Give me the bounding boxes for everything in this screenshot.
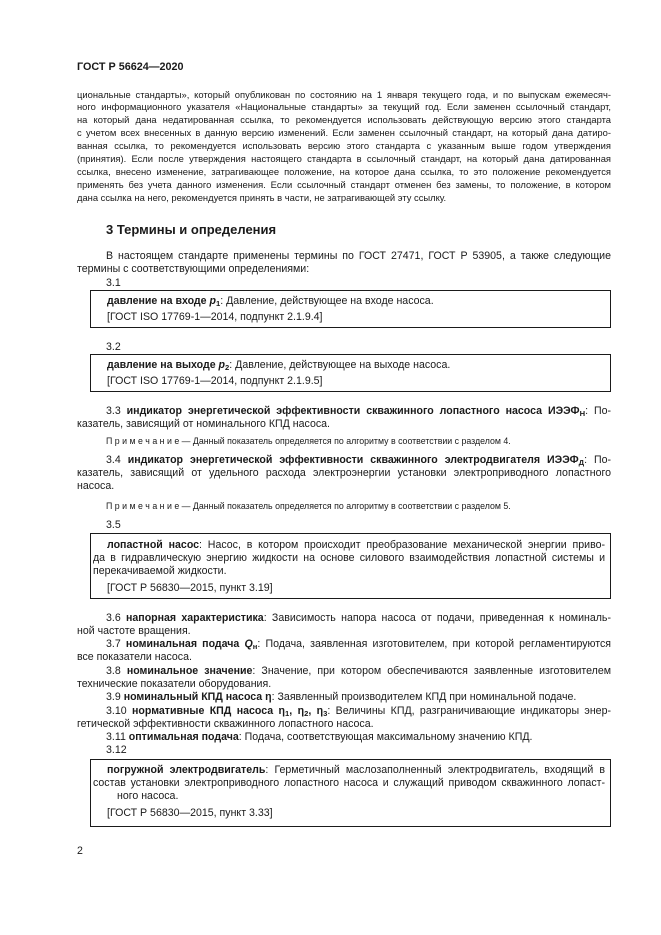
term-definition: : Заявленный производителем КПД при номинальной подаче. <box>271 691 577 704</box>
term-definition-line: ной частоте вращения. <box>77 624 191 637</box>
term-name: давление на входе <box>107 294 207 307</box>
term-definition-line <box>106 638 611 651</box>
section-intro-line: термины с соответствующими определениями: <box>77 262 310 275</box>
term-definition: : Давление, действующее на входе насоса. <box>220 294 434 307</box>
term-name: индикатор энергетической эффективности скважинного электродвигателя ИЭЭФ <box>127 453 579 466</box>
term-name: индикатор энергетической эффективности скважинного лопастного насоса ИЭЭФ <box>126 404 580 417</box>
term-subscript: Д <box>578 457 585 467</box>
term-symbol-group <box>210 295 221 307</box>
note-line <box>106 435 611 448</box>
term-symbol: η <box>265 691 272 704</box>
term-name-group <box>124 691 272 703</box>
term-definition-line: да в гидравлическую энергию жидкости на основе силового взаимодействия лопастной системы и <box>93 551 605 564</box>
term-definition-line <box>107 359 605 372</box>
term-symbol-subscript: 1 <box>285 708 290 718</box>
term-name-group <box>128 454 584 466</box>
term-definition: : Герметичный маслозаполненный электродвигатель, входящий в <box>265 763 605 776</box>
term-definition-line <box>106 612 611 625</box>
term-definition: : По- <box>584 453 612 466</box>
page-number: 2 <box>77 844 83 857</box>
term-number-3-2: 3.2 <box>106 340 121 353</box>
standard-designation: ГОСТ Р 56624—2020 <box>77 61 184 73</box>
term-definition: : По- <box>585 404 611 417</box>
intro-line: на который дана недатированная ссылка, то рекомендуется использовать действующую версию этого стандарта <box>77 114 611 126</box>
term-symbol-subscript: 3 <box>323 708 328 718</box>
intro-line: ного информационного указателя «Национальные стандарты» за текущий год. Если заменен ссылочный стандарт, <box>77 101 611 113</box>
term-number-3-12: 3.12 <box>106 744 127 757</box>
term-definition-line <box>106 731 611 744</box>
term-name-group <box>132 705 327 717</box>
term-source: [ГОСТ ISO 17769-1—2014, подпункт 2.1.9.5] <box>107 374 323 387</box>
term-name: оптимальная подача <box>128 731 239 744</box>
term-name: давление на выходе <box>107 358 216 371</box>
note-label: П р и м е ч а н и е <box>106 500 180 511</box>
term-definition-line: насоса. <box>77 480 115 493</box>
intro-line: применять без учета данного изменения. Если ссылочный стандарт отменен без замены, то положение, в котором <box>77 178 611 190</box>
term-symbol: Q <box>244 638 253 651</box>
term-number: 3.7 <box>106 638 121 651</box>
term-definition: : Величины КПД, разграничивающие индикаторы энер- <box>327 704 611 717</box>
term-definition-line: ного насоса. <box>117 790 179 803</box>
term-number-3-1: 3.1 <box>106 276 121 289</box>
intro-line: ванная ссылка, то рекомендуется использовать версию этого стандарта с указанным выше годом утверждения <box>77 140 611 152</box>
term-definition-line: все показатели насоса. <box>77 651 192 664</box>
term-symbol-subscript: н <box>252 642 258 652</box>
term-number: 3.8 <box>106 664 121 677</box>
term-name: напорная характеристика <box>126 611 264 624</box>
term-symbol-subscript: 2 <box>304 708 309 718</box>
term-definition-line: гетической эффективности скважинного лопастного насоса. <box>77 717 374 730</box>
term-name: номинальный КПД насоса <box>123 691 263 704</box>
term-definition: : Давление, действующее на выходе насоса. <box>229 358 451 371</box>
note-text: — Данный показатель определяется по алгоритму в соответствии с разделом 5. <box>181 500 511 511</box>
term-definition-line <box>107 539 605 552</box>
section-title: 3 Термины и определения <box>106 222 277 237</box>
term-definition-line <box>106 405 611 418</box>
term-source: [ГОСТ Р 56830—2015, пункт 3.19] <box>107 581 273 594</box>
term-symbol: η <box>316 704 324 717</box>
term-name-group <box>127 405 585 417</box>
note-line <box>106 500 611 513</box>
terms-3-6-to-3-11 <box>77 612 611 758</box>
term-number: 3.3 <box>106 404 121 417</box>
symbol-separator: , <box>308 704 312 717</box>
intro-line: циональные стандарты», который опубликован по состоянию на 1 января текущего года, и по выпускам ежемесяч- <box>77 88 611 100</box>
term-name: нормативные КПД насоса <box>132 704 274 717</box>
term-definition-line <box>106 454 611 467</box>
term-box-3-12 <box>90 759 611 827</box>
term-box-3-1 <box>90 290 611 328</box>
term-symbol-subscript: 2 <box>225 362 230 372</box>
intro-line: ссылка, внесено изменение, затрагивающее положение, на которое дана ссылка, то это положение рекомендуется <box>77 165 611 177</box>
section-intro <box>77 250 611 276</box>
term-number: 3.6 <box>106 611 121 624</box>
term-symbol-subscript: 1 <box>215 298 221 308</box>
intro-paragraph <box>77 89 611 205</box>
term-definition-line <box>106 705 611 718</box>
term-name: лопастной насос <box>107 538 200 551</box>
term-symbol: p <box>218 358 226 371</box>
note-text: — Данный показатель определяется по алгоритму в соответствии с разделом 4. <box>181 435 511 446</box>
term-symbol: η <box>278 704 285 717</box>
term-number: 3.10 <box>106 704 127 717</box>
term-entry-3-4 <box>77 454 611 494</box>
term-definition: : Значение, при котором обеспечиваются заявленные изготовителем <box>252 664 611 677</box>
term-name: номинальная подача <box>125 638 240 651</box>
term-definition-line: технические показатели оборудования. <box>77 677 272 690</box>
term-name-group <box>126 638 257 650</box>
intro-line: с учетом всех внесенных в данную версию изменений. Если заменен ссылочный стандарт, на который дана датиро- <box>77 127 611 139</box>
term-subscript: Н <box>579 408 586 418</box>
term-number-3-5: 3.5 <box>106 518 121 531</box>
term-symbol: η <box>297 704 305 717</box>
term-box-3-5 <box>90 533 611 599</box>
term-symbol: p <box>209 294 216 307</box>
term-number: 3.11 <box>106 731 126 744</box>
term-definition: : Насос, в котором происходит преобразование механической энергии приво- <box>199 538 605 551</box>
term-source: [ГОСТ ISO 17769-1—2014, подпункт 2.1.9.4] <box>107 310 323 323</box>
term-definition: : Подача, заявленная изготовителем, при которой регламентируются <box>257 638 612 651</box>
intro-line: дана ссылка на него, рекомендуется принять в части, не затрагивающей эту ссылку. <box>77 191 447 203</box>
term-definition-line <box>106 691 611 704</box>
term-source: [ГОСТ Р 56830—2015, пункт 3.33] <box>107 807 273 820</box>
symbol-separator: , <box>289 704 293 717</box>
term-box-3-2 <box>90 354 611 392</box>
term-definition: : Зависимость напора насоса от подачи, приведенная к номиналь- <box>263 611 611 624</box>
term-symbol-group <box>219 359 230 371</box>
intro-line: (принятия). Если после утверждения настоящего стандарта в ссылочный стандарт, на который дана датированная <box>77 152 611 164</box>
term-definition-line <box>106 665 611 678</box>
term-definition-line <box>107 295 605 308</box>
term-definition-line: перекачиваемой жидкости. <box>93 564 227 577</box>
section-intro-line: В настоящем стандарте применены термины по ГОСТ 27471, ГОСТ Р 53905, а также следующие <box>106 249 611 262</box>
term-definition-line: казатель, зависящий от номинального КПД насоса. <box>77 417 330 430</box>
term-definition: : Подача, соответствующая максимальному значению КПД. <box>238 731 533 744</box>
term-name: номинальное значение <box>126 664 253 677</box>
note-label: П р и м е ч а н и е <box>106 435 180 446</box>
term-entry-3-3 <box>77 405 611 448</box>
term-number: 3.9 <box>106 691 121 704</box>
term-definition-line <box>107 764 605 777</box>
term-number: 3.4 <box>106 453 121 466</box>
note-3-4 <box>77 500 611 513</box>
term-name: погружной электродвигатель <box>107 763 266 776</box>
term-definition-line: состав установки электроприводного лопастного насоса и служащий приводом скважинного лопаст- <box>93 776 605 789</box>
term-definition-line: казатель, зависящий от удельного расхода электроэнергии установки электроприводного лопастного <box>77 466 611 479</box>
